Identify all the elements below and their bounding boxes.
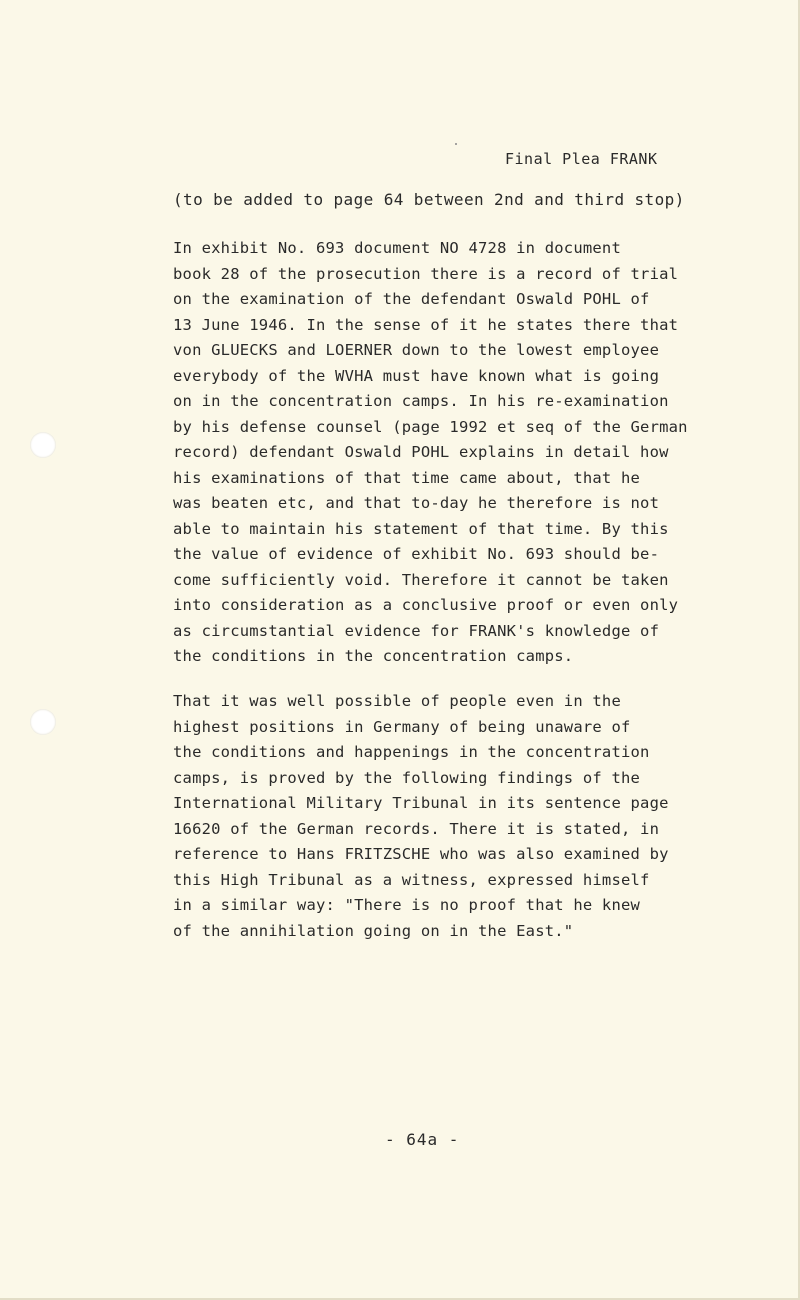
text-line: 16620 of the German records. There it is stated, in [173,819,660,838]
text-line: in a similar way: "There is no proof that he knew [173,896,641,914]
ink-speck [455,143,457,145]
text-line: on in the concentration camps. In his re-examination [173,392,669,410]
paragraph-imt-findings [173,689,733,944]
text-line: able to maintain his statement of that time. By this [173,519,669,538]
document-header: Final Plea FRANK [505,150,658,168]
text-line: everybody of the WVHA must have known what is going [173,366,660,385]
page-number: - 64a - [385,1130,460,1149]
text-line: In exhibit No. 693 document NO 4728 in document [173,239,621,257]
paragraph-exhibit-693 [173,236,733,670]
punch-hole-lower [30,709,56,735]
text-line: his examinations of that time came about, that he [173,468,641,487]
insertion-note: (to be added to page 64 between 2nd and third stop) [173,190,685,209]
text-line: on the examination of the defendant Oswald POHL of [173,290,650,308]
text-line: the conditions in the concentration camps. [173,647,574,665]
text-line: camps, is proved by the following findings of the [173,768,641,787]
text-line: into consideration as a conclusive proof or even only [173,596,679,614]
text-line: That it was well possible of people even in the [173,692,621,710]
text-line: the conditions and happenings in the concentration [173,743,650,761]
text-line: highest positions in Germany of being unaware of [173,717,631,736]
text-line: was beaten etc, and that to-day he therefore is not [173,494,660,512]
text-line: reference to Hans FRITZSCHE who was also examined by [173,845,669,863]
text-line: record) defendant Oswald POHL explains in detail how [173,443,669,461]
text-line: as circumstantial evidence for FRANK's knowledge of [173,621,660,640]
text-line: by his defense counsel (page 1992 et seq of the German [173,417,688,436]
text-line: come sufficiently void. Therefore it cannot be taken [173,570,669,589]
punch-hole-upper [30,432,56,458]
text-line: von GLUECKS and LOERNER down to the lowest employee [173,341,660,359]
text-line: book 28 of the prosecution there is a record of trial [173,264,679,283]
text-line: the value of evidence of exhibit No. 693 should be- [173,545,660,563]
text-line: of the annihilation going on in the East." [173,921,574,940]
text-line: this High Tribunal as a witness, expressed himself [173,870,650,889]
text-line: 13 June 1946. In the sense of it he states there that [173,315,679,334]
text-line: International Military Tribunal in its sentence page [173,794,669,812]
